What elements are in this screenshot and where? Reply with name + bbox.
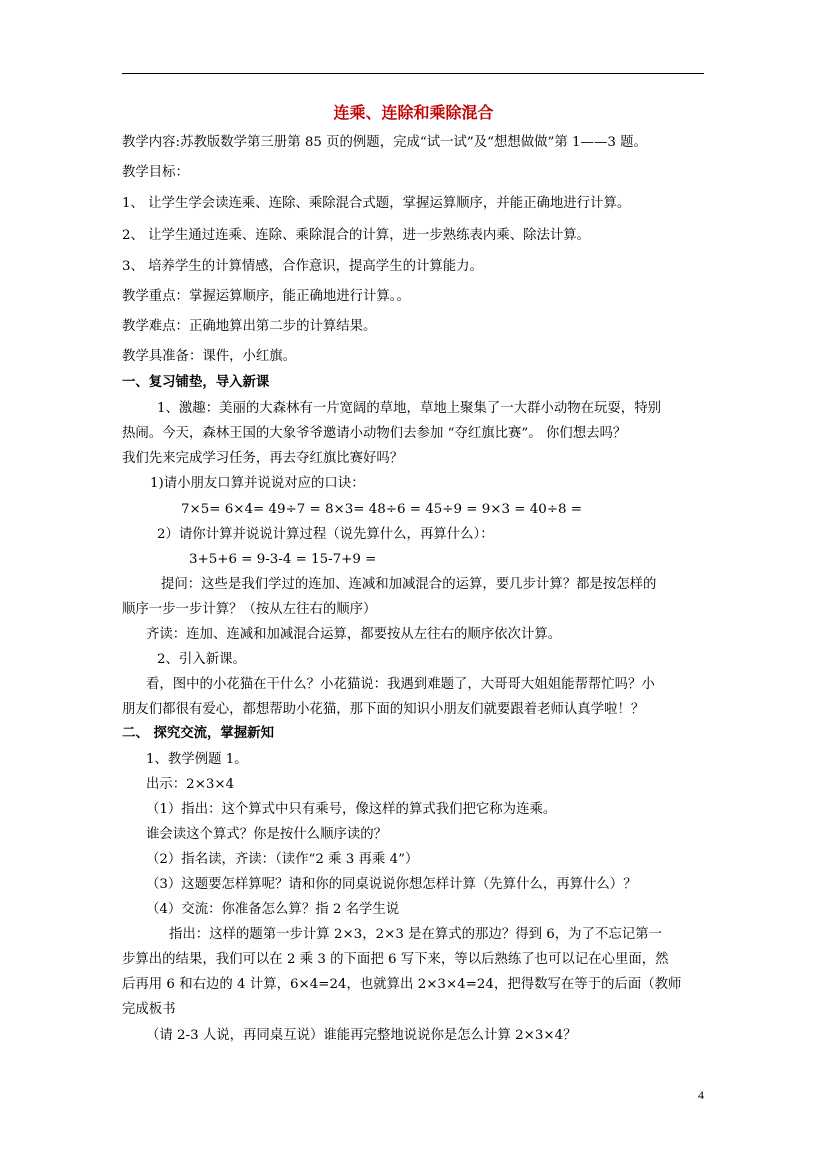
- page-title: 连乘、连除和乘除混合: [333, 103, 494, 122]
- text-line: 谁会读这个算式？你是按什么顺序读的？: [146, 827, 388, 842]
- header-rule: [122, 73, 704, 74]
- text-line: 1)请小朋友口算并说说对应的口诀：: [150, 476, 365, 491]
- text-line: （2）指名读，齐读：（读作“2 乘 3 再乘 4”）: [146, 852, 419, 867]
- text-line: 2、引入新课。: [157, 652, 246, 667]
- text-line: 教学目标：: [122, 165, 189, 180]
- section-heading: 二、 探究交流，掌握新知: [122, 726, 274, 741]
- text-line: 齐读：连加、连减和加减混合运算，都要按从左往右的顺序依次计算。: [146, 627, 562, 642]
- text-line: 教学难点：正确地算出第二步的计算结果。: [122, 319, 377, 334]
- text-line: 3+5+6 = 9-3-4 = 15-7+9 =: [189, 552, 377, 567]
- text-line: 1、教学例题 1。: [146, 752, 248, 767]
- text-line: 步算出的结果，我们可以在 2 乘 3 的下面把 6 写下来，等以后熟练了也可以记在心里面，然: [122, 952, 669, 967]
- page-number: 4: [698, 1088, 704, 1102]
- text-line: （3）这题要怎样算呢？请和你的同桌说说你想怎样计算（先算什么，再算什么）？: [146, 877, 637, 892]
- text-line: 热闹。今天，森林王国的大象爷爷邀请小动物们去参加 “夺红旗比赛”。 你们想去吗？: [122, 426, 627, 441]
- text-line: （4）交流：你准备怎么算？指 2 名学生说: [146, 902, 400, 917]
- text-line: （1）指出：这个算式中只有乘号，像这样的算式我们把它称为连乘。: [146, 802, 557, 817]
- text-line: 教学具准备：课件，小红旗。: [122, 349, 297, 364]
- text-line: 顺序一步一步计算？（按从左往右的顺序）: [122, 602, 377, 617]
- text-line: 完成板书: [122, 1002, 176, 1017]
- text-line: 提问：这些是我们学过的连加、连减和加减混合的运算，要几步计算？都是按怎样的: [161, 577, 657, 592]
- section-heading: 一、复习铺垫，导入新课: [122, 375, 270, 390]
- text-line: 教学内容:苏教版数学第三册第 85 页的例题，完成“试一试”及“想想做做”第 1——3 题。: [122, 135, 647, 150]
- text-line: 看，图中的小花猫在干什么？小花猫说：我遇到难题了，大哥哥大姐姐能帮帮忙吗？小: [146, 677, 655, 692]
- text-line: （请 2-3 人说，再同桌互说）谁能再完整地说说你是怎么计算 2×3×4？: [146, 1028, 577, 1043]
- text-line: 1、激趣：美丽的大森林有一片宽阔的草地，草地上聚集了一大群小动物在玩耍，特别: [157, 401, 661, 416]
- text-line: 2、 让学生通过连乘、连除、乘除混合的计算，进一步熟练表内乘、除法计算。: [122, 228, 591, 243]
- text-line: 后再用 6 和右边的 4 计算，6×4=24，也就算出 2×3×4=24，把得数写在等于的后面（教师: [122, 977, 682, 992]
- text-line: 教学重点：掌握运算顺序，能正确地进行计算。。: [122, 289, 410, 304]
- text-line: 3、 培养学生的计算情感，合作意识，提高学生的计算能力。: [122, 259, 483, 274]
- text-line: 7×5= 6×4= 49÷7 = 8×3= 48÷6 = 45÷9 = 9×3 = 40÷8 =: [181, 502, 582, 517]
- text-line: 朋友们都很有爱心，都想帮助小花猫，那下面的知识小朋友们就要跟着老师认真学啦！？: [122, 702, 645, 717]
- text-line: 2）请你计算并说说计算过程（说先算什么，再算什么）：: [157, 527, 494, 542]
- text-line: 出示：2×3×4: [146, 777, 235, 792]
- text-line: 指出：这样的题第一步计算 2×3，2×3 是在算式的那边？得到 6，为了不忘记第一: [169, 927, 662, 942]
- text-line: 1、 让学生学会读连乘、连除、乘除混合式题，掌握运算顺序，并能正确地进行计算。: [122, 196, 631, 211]
- text-line: 我们先来完成学习任务，再去夺红旗比赛好吗？: [122, 451, 404, 466]
